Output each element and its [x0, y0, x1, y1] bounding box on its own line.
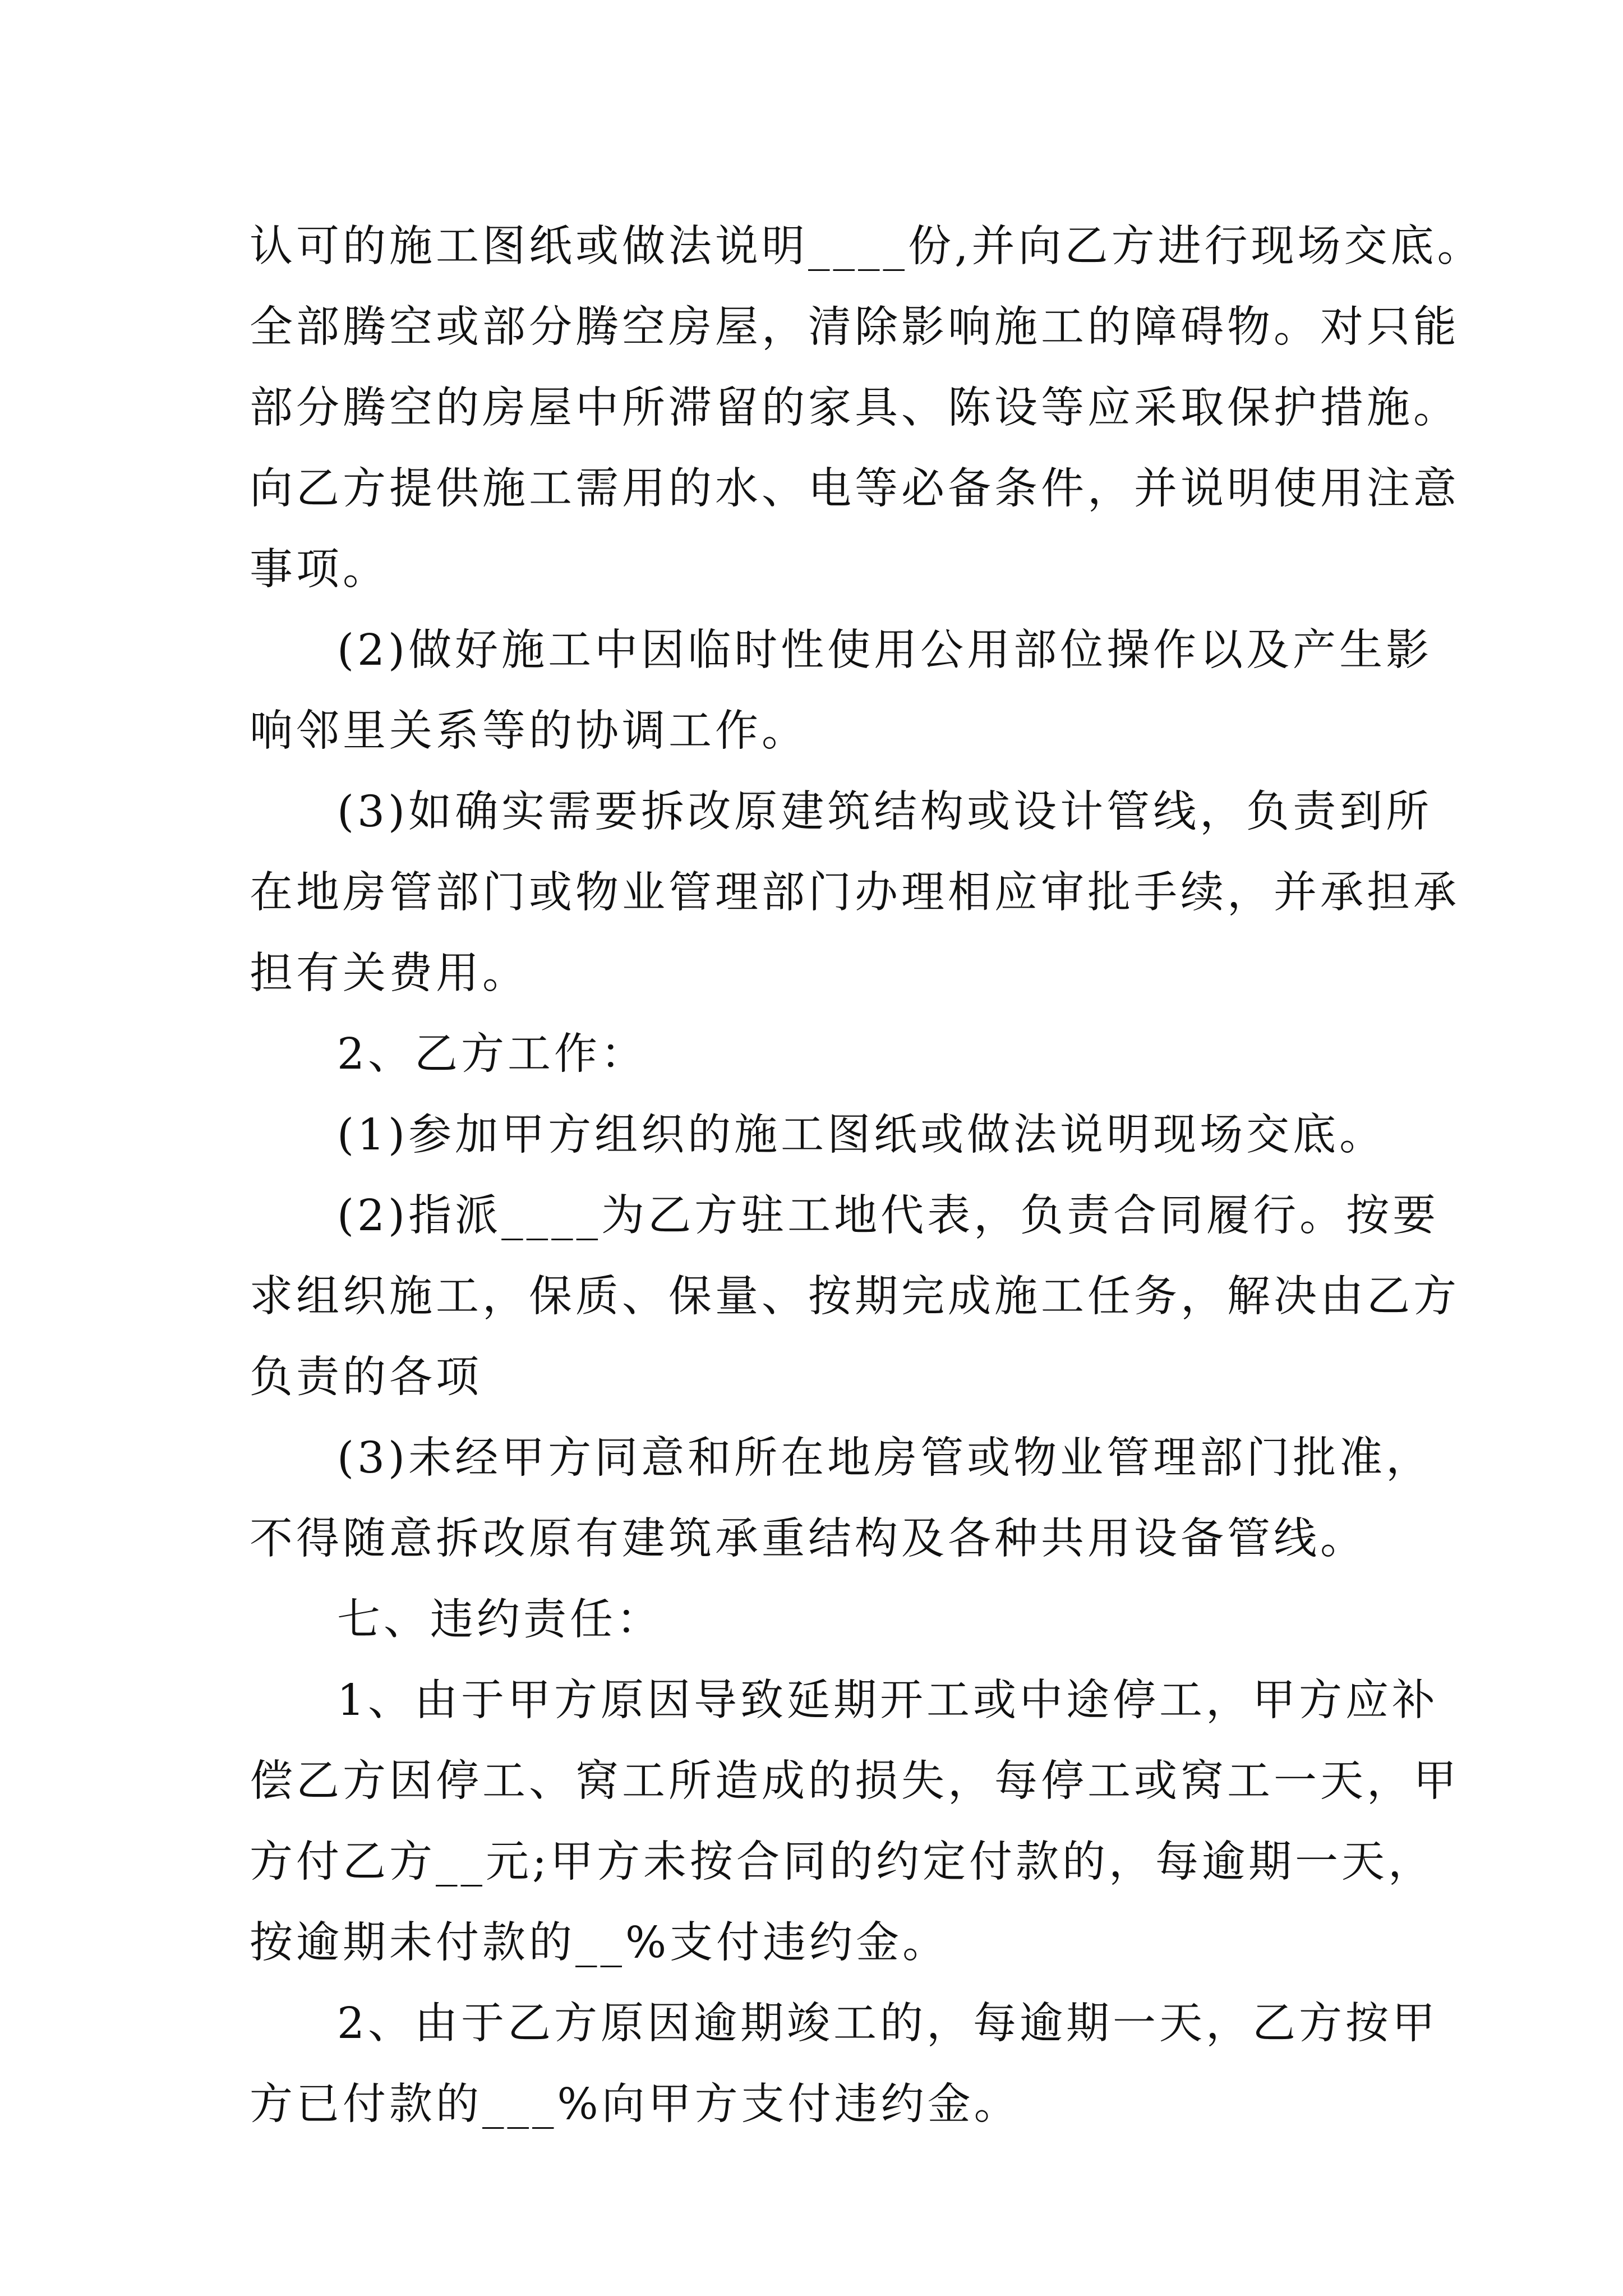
paragraph-b-item-2	[250, 1176, 1460, 1418]
text-line: 七、违约责任：	[337, 1595, 663, 1645]
heading-breach-liability	[250, 1580, 1405, 1660]
text-line: 全部腾空或部分腾空房屋，清除影响施工的障碍物。对只能	[250, 302, 1460, 352]
paragraph-breach-item-2	[250, 1984, 1438, 2145]
text-line: (3)未经甲方同意和所在地房管或物业管理部门批准，	[337, 1433, 1433, 1483]
document-body	[250, 206, 1484, 2145]
heading-party-b-work	[250, 1014, 1405, 1095]
paragraph-b-item-3	[250, 1418, 1433, 1580]
paragraph-party-a-duties-continued	[250, 206, 1484, 610]
text-line: 方已付款的___%向甲方支付违约金。	[250, 2079, 1021, 2129]
text-line: 部分腾空的房屋中所滞留的家具、陈设等应采取保护措施。	[250, 383, 1460, 433]
paragraph-breach-item-1	[250, 1660, 1460, 1984]
text-line: 2、乙方工作：	[337, 1029, 647, 1079]
text-line: (3)如确实需要拆改原建筑结构或设计管线，负责到所	[337, 787, 1433, 837]
text-line: 事项。	[250, 545, 389, 595]
text-line: 认可的施工图纸或做法说明____份,并向乙方进行现场交底。	[250, 222, 1484, 272]
text-line: (2)做好施工中因临时性使用公用部位操作以及产生影	[337, 625, 1433, 675]
text-line: 向乙方提供施工需用的水、电等必备条件，并说明使用注意	[250, 464, 1460, 514]
text-line: 负责的各项	[250, 1352, 482, 1402]
text-line: 2、由于乙方原因逾期竣工的，每逾期一天，乙方按甲	[337, 1999, 1438, 2049]
text-line: (1)参加甲方组织的施工图纸或做法说明现场交底。	[337, 1110, 1386, 1160]
text-line: 1、由于甲方原因导致延期开工或中途停工，甲方应补	[337, 1676, 1438, 1726]
paragraph-item-3-structure-approval	[250, 772, 1460, 1014]
paragraph-item-2-coordination	[250, 610, 1433, 772]
text-line: 求组织施工，保质、保量、按期完成施工任务，解决由乙方	[250, 1272, 1460, 1322]
text-line: 在地房管部门或物业管理部门办理相应审批手续，并承担承	[250, 868, 1460, 918]
text-line: (2)指派____为乙方驻工地代表，负责合同履行。按要	[337, 1191, 1440, 1241]
text-line: 方付乙方__元;甲方未按合同的约定付款的，每逾期一天，	[250, 1837, 1435, 1887]
paragraph-b-item-1	[250, 1095, 1405, 1176]
text-line: 担有关费用。	[250, 949, 529, 999]
text-line: 按逾期未付款的__%支付违约金。	[250, 1918, 949, 1968]
text-line: 偿乙方因停工、窝工所造成的损失，每停工或窝工一天，甲	[250, 1756, 1460, 1806]
text-line: 响邻里关系等的协调工作。	[250, 706, 808, 756]
text-line: 不得随意拆改原有建筑承重结构及各种共用设备管线。	[250, 1514, 1367, 1564]
